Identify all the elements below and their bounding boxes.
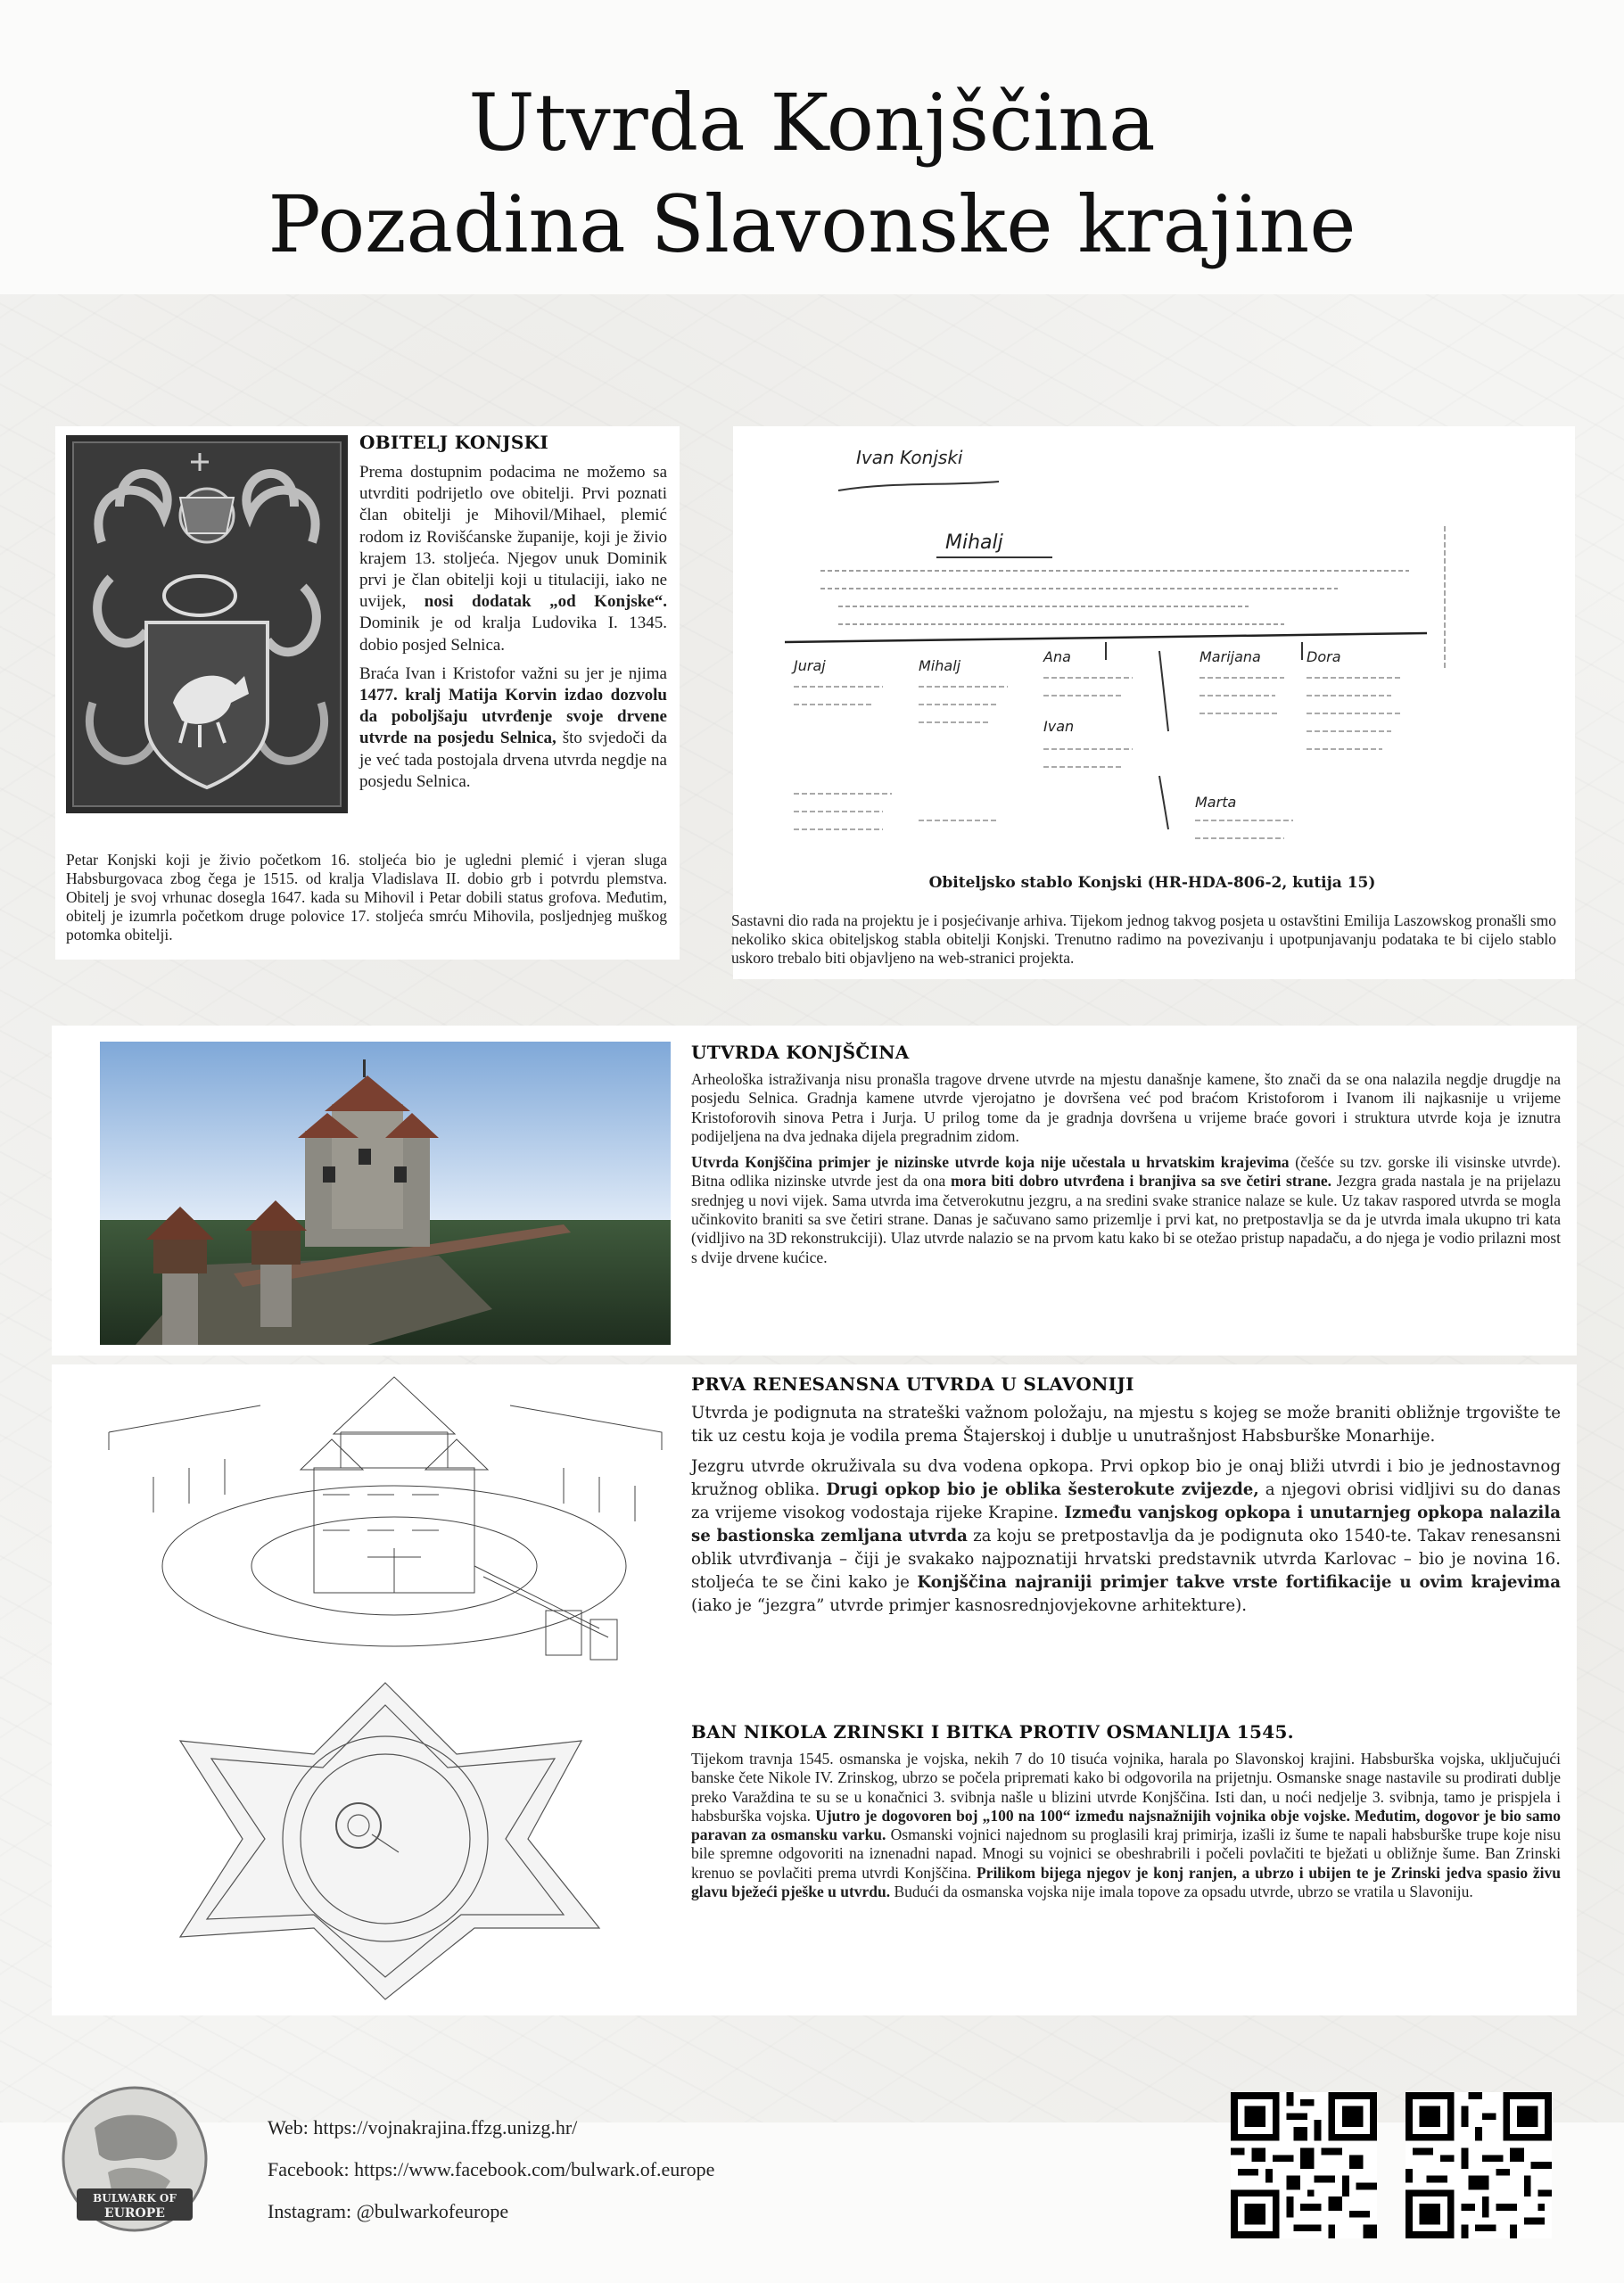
sketch-name-6: Ivan (1043, 718, 1075, 735)
obitelj-p1-a: Prema dostupnim podacima ne možemo sa utvrditi podrijetlo ove obitelji. Prvi poznati član obitelji je Mihovil/Mihael, plemić rodom iz Rovišćanske županije, koji je živio krajem 13. stoljeća. Njegov unuk Dominik prvi je član obitelji koji u titulaciji, iako ne uvijek, (359, 463, 667, 612)
sketch-name-4: Marijana (1199, 648, 1261, 665)
zrinski-p-e: Budući da osmanska vojska nije imala topove za opsadu utvrde, ubrzo se vratila u Slavoniju. (890, 1883, 1473, 1901)
qr-code-1[interactable] (1231, 2092, 1377, 2238)
obitelj-p2-bold: 1477. kralj Matija Korvin izdao dozvolu da poboljšaju utvrđenje svoje drvene utvrde na posjedu Selnica, (359, 686, 667, 748)
footer-facebook[interactable]: Facebook: https://www.facebook.com/bulwark.of.europe (268, 2158, 715, 2180)
utvrda-p2-d: Jezgra grada nastala je na prijelazu srednjeg u novi vijek. Sama utvrda ima četverokutnu jezgru, a na sredini svake stranice nalaze se kule. Uz takav raspored utvrda se mogla učinkovito braniti sa sve četiri strane. Danas je sačuvano samo prizemlje i prvi kat, no pretpostavlja se da je utvrda imala ukupno tri kata (vidljivo na 3D rekonstrukciji). Ulaz utvrde nalazio se na prvom katu kako bi se otežao pristup napadaču, a do njega je vodio prilazni most s dvije drvene kućice. (691, 1172, 1561, 1266)
obitelj-p3: Petar Konjski koji je živio početkom 16. stoljeća bio je ugledni plemić i vjeran sluga Habsburgovaca zbog čega je 1515. od kralja Vladislava II. dobio grb i potvrdu plemstva. Obitelj je svoj vrhunac dosegla 1647. kada su Mihovil i Petar dobili status grofova. Međutim, obitelj je izumrla početkom druge polovice 17. stoljeća smrću Mihovila, posljednjeg muškog potomka obitelji. (66, 851, 667, 944)
utvrda-p2-bold2: mora biti dobro utvrđena i branjiva sa sve četiri strane. (950, 1172, 1332, 1191)
sketch-name-5: Dora (1307, 648, 1341, 665)
renesansna-p2-bold3: Konjščina najraniji primjer takve vrste fortifikacije u ovim krajevima (917, 1573, 1562, 1592)
family-tree-text (731, 911, 1556, 975)
page-title-line1: Utvrda Konjščina (468, 77, 1156, 169)
renesansna-heading: PRVA RENESANSNA UTVRDA U SLAVONIJI (691, 1373, 1134, 1395)
zrinski-p-bold2: Prilikom bijega njegov je konj ranjen, a ubrzo i ubijen te je Zrinski jedva spasio živu glavu bježeći pješke u utvrdu. (691, 1863, 1562, 1901)
star-fort-plan (100, 1669, 671, 2008)
renesansna-p2-bold1: Drugi opkop bio je oblika šesterokute zvijezde, (826, 1480, 1259, 1499)
castle-3d-render (100, 1042, 671, 1345)
sketch-top-name: Ivan Konjski (856, 447, 963, 468)
renesansna-p2-a: Jezgru utvrde okruživala su dva vodena opkopa. Prvi opkop bio je onaj bliži utvrdi i bio je jednostavnog kružnog oblika. (691, 1457, 1561, 1499)
utvrda-heading: UTVRDA KONJŠČINA (691, 1042, 910, 1063)
zrinski-heading: BAN NIKOLA ZRINSKI I BITKA PROTIV OSMANLIJA 1545. (691, 1721, 1294, 1743)
sketch-name-3: Ana (1043, 648, 1071, 665)
renesansna-p2-c: a njegovi obrisi vidljivi su do danas za vrijeme visokog vodostaja rijeke Krapine. (691, 1480, 1561, 1522)
obitelj-heading: OBITELJ KONJSKI (359, 432, 548, 453)
coat-of-arms-image (66, 435, 348, 813)
family-tree-sketch (785, 437, 1470, 856)
logo-line1: BULWARK OF (93, 2192, 177, 2205)
obitelj-text-bottom (66, 851, 667, 952)
family-tree-caption: Obiteljsko stablo Konjski (HR-HDA-806-2, kutija 15) (928, 874, 1376, 892)
zrinski-p-c: Osmanski vojnici najednom su proglasili kraj primirja, izašli iz šume te napali habsburške trupe koje nisu bile spremne odgovoriti na iznenadni napad. Mnogi su vojnici se obeshrabrili i počeli povlačiti te bježati u obližnje šume. Ban Zrinski krenuo se povlačiti prema utvrdi Konjščina. (691, 1826, 1561, 1882)
renesansna-p2-bold2: Između vanjskog opkopa i unutarnjeg opkopa nalazila se bastionska zemljana utvrda (691, 1504, 1561, 1545)
utvrda-p2-bold1: Utvrda Konjščina primjer je nizinske utvrde koja nije učestala u hrvatskim krajevima (691, 1153, 1290, 1172)
footer-web[interactable]: Web: https://vojnakrajina.ffzg.unizg.hr/ (268, 2116, 578, 2139)
obitelj-p2-c: što svjedoči da je već tada postojala drvena utvrda negdje na posjedu Selnica. (359, 729, 667, 791)
renesansna-text (691, 1402, 1561, 1625)
utvrda-text (691, 1070, 1561, 1274)
zrinski-p-bold1: Ujutro je dogovoren boj „100 na 100“ između najsnažnijih vojnika obje vojske. Međutim, dogovor je bio samo paravan za osmansku varku. (691, 1806, 1561, 1844)
family-tree-paragraph: Sastavni dio rada na projektu je i posjećivanje arhiva. Tijekom jednog takvog posjeta u ostavštini Emilija Laszowskog pronašli smo nekoliko skica obiteljskog stabla obitelji Konjski. Trenutno radimo na povezivanju i upotpunjavanju podataka te bi cijelo stablo uskoro trebalo biti objavljeno na web-stranici projekta. (731, 911, 1556, 967)
sketch-name-2: Mihalj (919, 657, 961, 674)
obitelj-text-side (359, 462, 667, 817)
qr-code-2[interactable] (1406, 2092, 1552, 2238)
sketch-name-1: Juraj (794, 657, 826, 674)
renesansna-p2-g: (iako je “jezgra” utvrde primjer kasnosrednjovjekovne arhitekture). (691, 1596, 1247, 1615)
obitelj-p1-c: Dominik je od kralja Ludovika I. 1345. dobio posjed Selnica. (359, 614, 667, 655)
zrinski-p-a: Tijekom travnja 1545. osmanska je vojska, nekih 7 do 10 tisuća vojnika, harala po Slavonskoj krajini. Habsburška vojska, uključujući banske čete Nikole IV. Zrinskog, ubrzo se počela pripremati kako bi odgovorila na prijetnju. Osmanske snage nastavile su prodirati dublje preko Varaždina te su se u konačnici 3. svibnja našle u blizini utvrde Konjščina. Isti dan, u noći nedjelje 3. svibnja, tamo je prispjela i habsburška vojska. (691, 1750, 1561, 1825)
renesansna-p2-e: za koju se pretpostavlja da je podignuta oko 1540-te. Takav renesansni oblik utvrđivanja – čiji je svakako najpoznatiji hrvatski predstavnik utvrda Karlovac – bio je novina 16. stoljeća te se čini kako je (691, 1527, 1561, 1592)
bulwark-logo (59, 2083, 210, 2235)
obitelj-p1-bold: nosi dodatak „od Konjske“. (424, 592, 667, 612)
sketch-mid-name: Mihalj (945, 532, 1003, 554)
renesansna-p1: Utvrda je podignuta na strateški važnom položaju, na mjestu s kojeg se može braniti obližnje trgovište te tik uz cestu koja je vodila prema Štajerskoj i dublje u unutrašnjost Habsburške Monarhije. (691, 1404, 1561, 1446)
obitelj-p2-a: Braća Ivan i Kristofor važni su jer je njima (359, 663, 667, 683)
castle-wireframe (100, 1370, 671, 1664)
zrinski-text (691, 1750, 1561, 1908)
footer-instagram[interactable]: Instagram: @bulwarkofeurope (268, 2200, 509, 2222)
sketch-name-7: Marta (1195, 794, 1237, 811)
page-title-line2: Pozadina Slavonske krajine (268, 178, 1356, 270)
utvrda-p1: Arheološka istraživanja nisu pronašla tragove drvene utvrde na mjestu današnje kamene, što znači da se ona nalazila negdje drugdje na posjedu Selnica. Gradnja kamene utvrde vjerojatno je dovršena već pod braćom Kristoforom i Ivanom ili najkasnije u vrijeme Kristoforovih sinova Petra i Jurja. U prilog tome da je gradnja dovršena u vrijeme braće govori i struktura utvrde koja je iznutra podijeljena na dva jednaka dijela pregradnim zidom. (691, 1070, 1561, 1145)
utvrda-p2-b: (češće su tzv. gorske ili visinske utvrde). Bitna odlika nizinske utvrde jest da ona (691, 1153, 1561, 1191)
logo-line2: EUROPE (104, 2206, 165, 2221)
